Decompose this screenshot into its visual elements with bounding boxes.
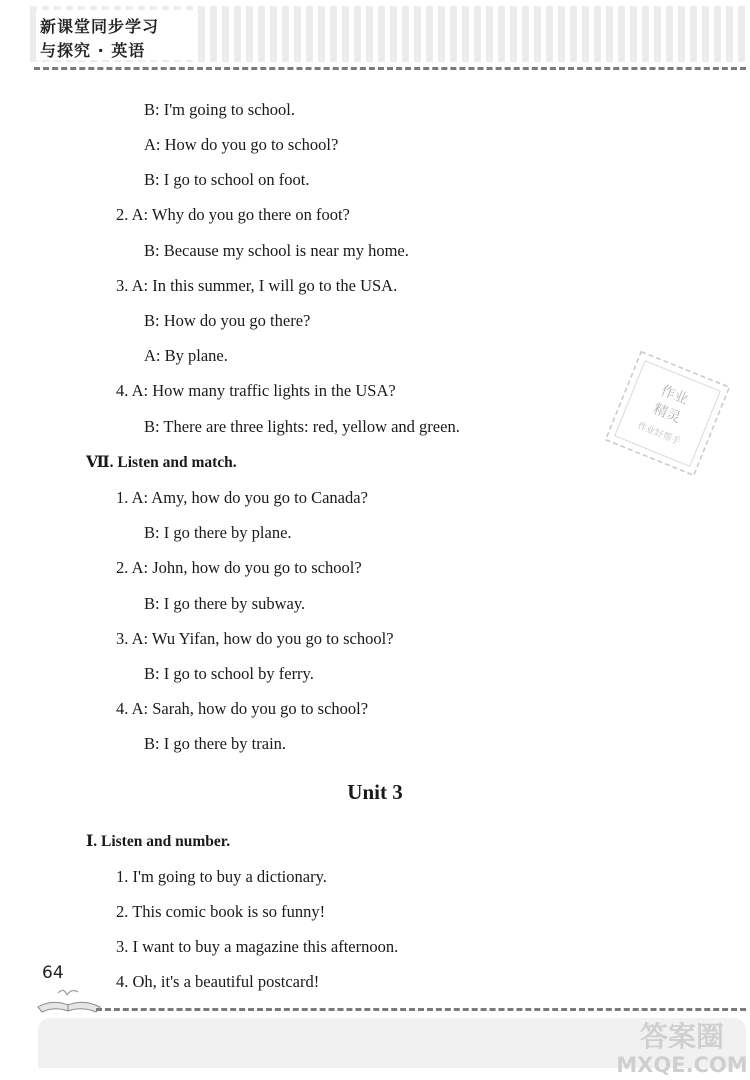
- page-number: 64: [42, 963, 64, 983]
- page-header: [0, 0, 750, 80]
- text-line: 3. A: In this summer, I will go to the USA.: [116, 276, 398, 295]
- stamp-text-3: 作业好帮手: [635, 421, 682, 448]
- text-line: 4. A: How many traffic lights in the USA?: [116, 381, 396, 400]
- section-heading: Ⅶ. Listen and match.: [86, 454, 237, 471]
- text-line: B: Because my school is near my home.: [144, 241, 409, 260]
- stamp-text-1: 作业: [658, 382, 691, 408]
- stamp-logo-icon: [593, 339, 743, 489]
- text-line: B: How do you go there?: [144, 311, 311, 330]
- text-line: 2. This comic book is so funny!: [116, 902, 326, 921]
- text-line: 2. A: Why do you go there on foot?: [116, 205, 350, 224]
- text-line: 2. A: John, how do you go to school?: [116, 558, 362, 577]
- open-book-icon: [34, 985, 104, 1015]
- text-line: B: I go there by subway.: [144, 594, 306, 613]
- watermark-logo-icon: [608, 1008, 750, 1080]
- header-title-line1: 新课堂同步学习: [40, 17, 160, 36]
- text-line: 1. A: Amy, how do you go to Canada?: [116, 488, 368, 507]
- text-line: 4. Oh, it's a beautiful postcard!: [116, 972, 320, 991]
- text-line: B: There are three lights: red, yellow and green.: [144, 417, 460, 436]
- header-dashed-rule: [34, 67, 746, 70]
- text-line: B: I go to school on foot.: [144, 170, 310, 189]
- text-line: 3. I want to buy a magazine this afternoon.: [116, 937, 399, 956]
- text-line: 3. A: Wu Yifan, how do you go to school?: [116, 629, 394, 648]
- text-line: B: I go to school by ferry.: [144, 664, 314, 683]
- watermark-url: MXQE.COM: [616, 1053, 748, 1077]
- text-line: A: By plane.: [144, 346, 228, 365]
- stamp-text-2: 精灵: [650, 401, 683, 427]
- header-title-line2: 与探究 · 英语: [40, 41, 146, 60]
- text-line: B: I'm going to school.: [144, 100, 296, 119]
- text-line: 1. I'm going to buy a dictionary.: [116, 867, 327, 886]
- text-line: B: I go there by train.: [144, 734, 287, 753]
- unit-title: Unit 3: [347, 780, 403, 804]
- text-line: 4. A: Sarah, how do you go to school?: [116, 699, 369, 718]
- text-line: B: I go there by plane.: [144, 523, 292, 542]
- section-heading: Ⅰ. Listen and number.: [86, 833, 231, 850]
- watermark-cn: 答案圈: [639, 1020, 725, 1053]
- text-line: A: How do you go to school?: [144, 135, 339, 154]
